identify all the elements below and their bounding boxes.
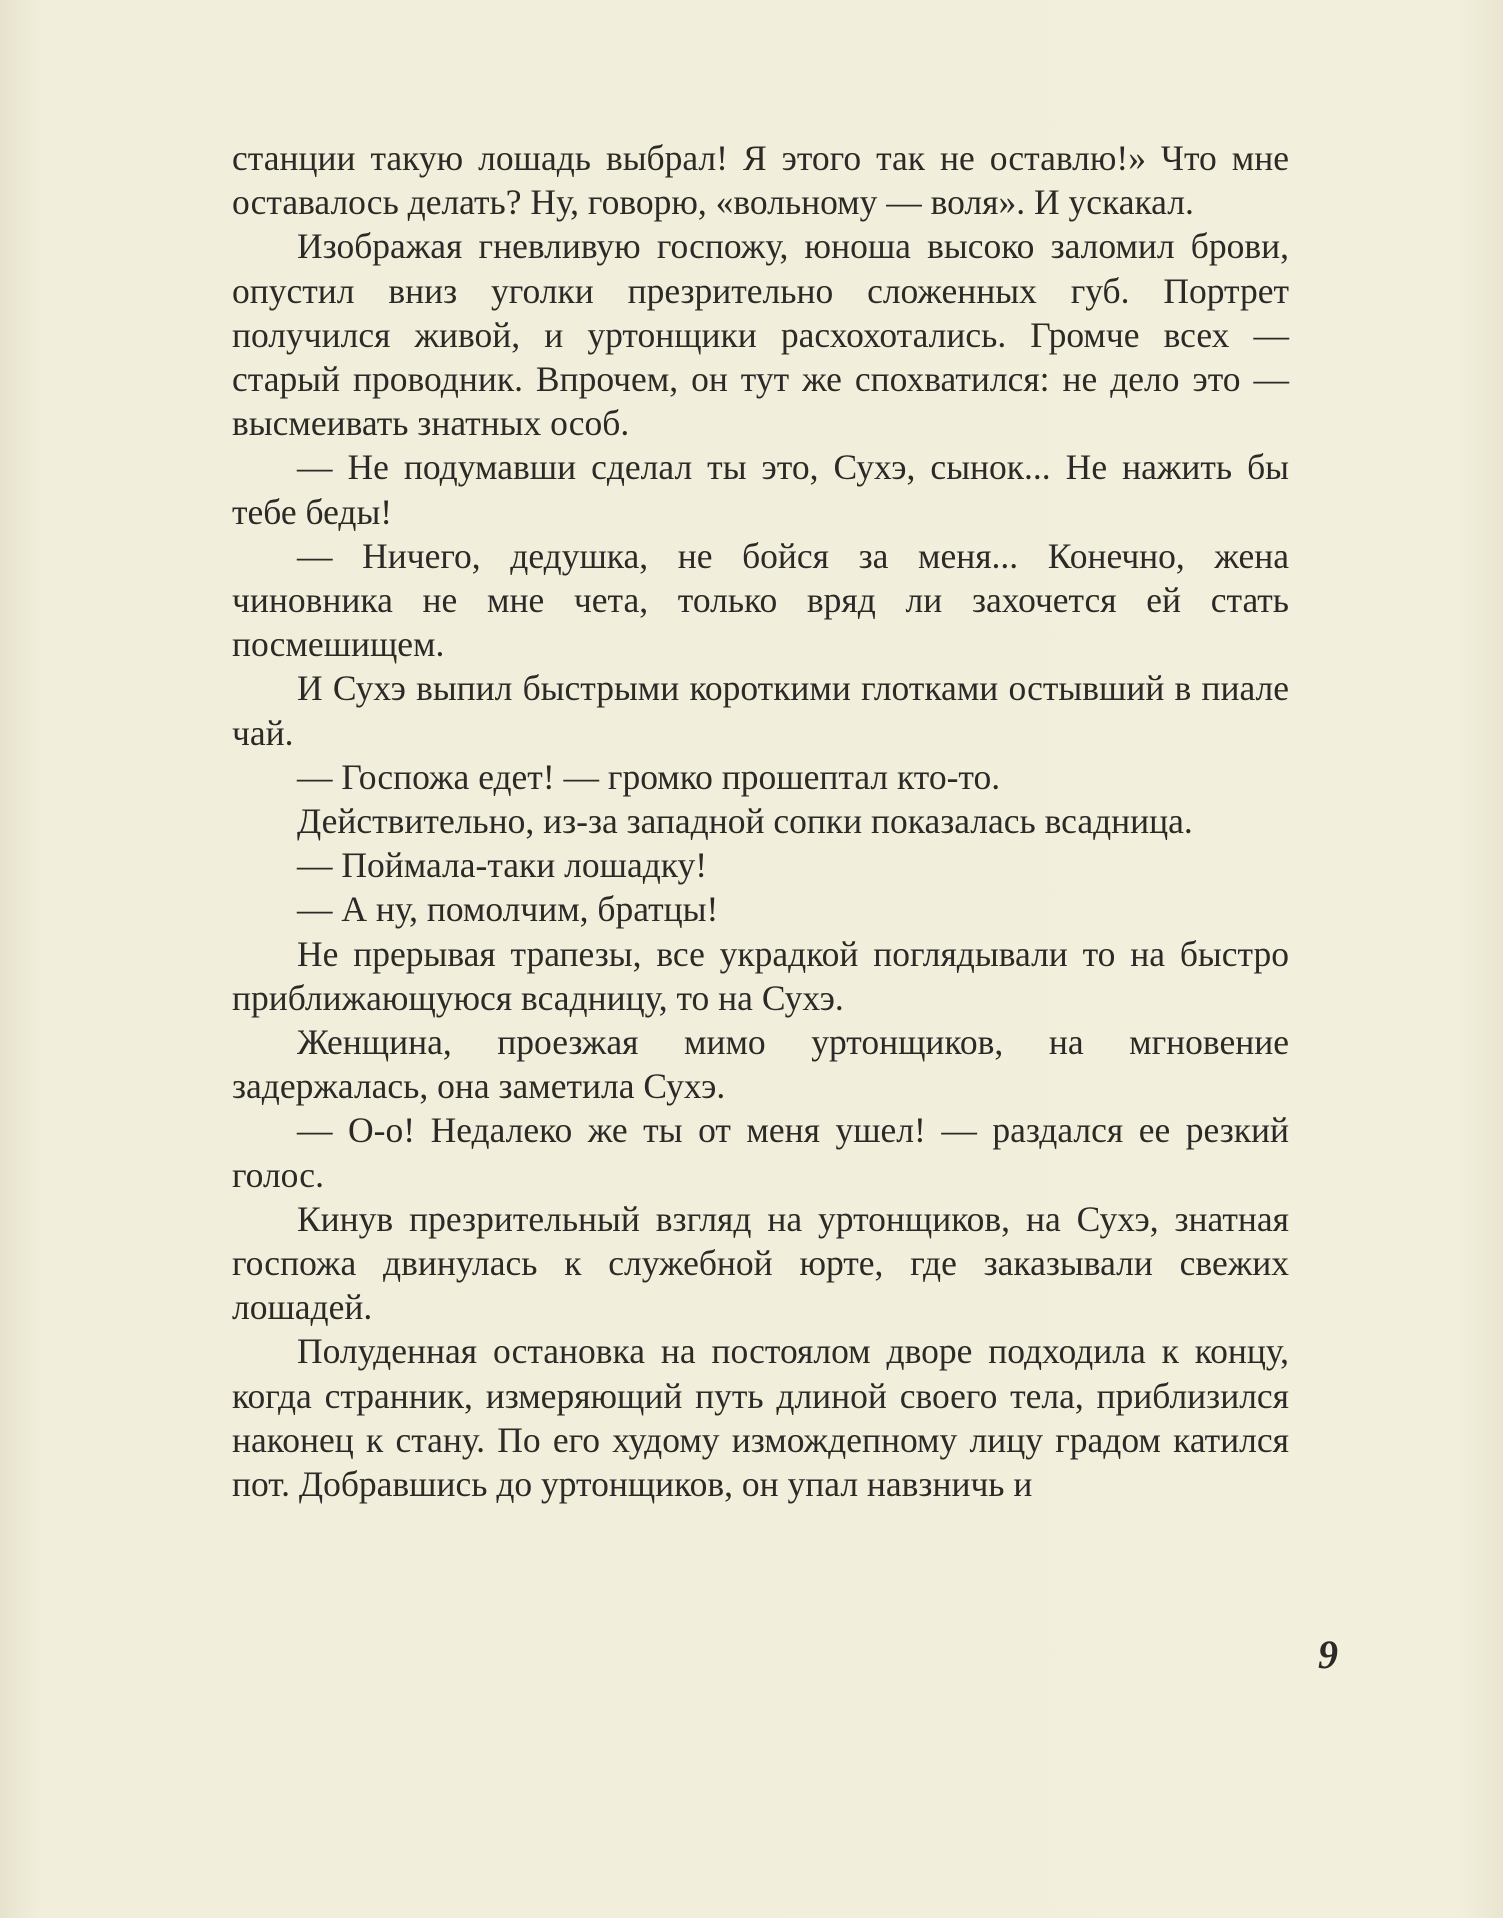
paragraph: Полуденная остановка на постоялом дворе подходила к концу, когда странник, измеряющий путь длиной своего тела, приблизился наконец к стану. По его худому измождепному лицу градом катился пот. Добравшись до уртонщиков, он упал навзничь и — [232, 1331, 1289, 1505]
paragraph: — Не подумавши сделал ты это, Сухэ, сынок... Не нажить бы тебе беды! — [232, 447, 1289, 532]
paragraph: Действительно, из-за западной сопки показалась всадница. — [297, 801, 1193, 842]
paragraph: — Госпожа едет! — громко прошептал кто-то. — [297, 756, 1001, 797]
paragraph: Изображая гневливую госпожу, юноша высоко заломил брови, опустил вниз уголки презрительно сложенных губ. Портрет получился живой, и уртонщики расхохотались. Громче всех — старый проводник. Впрочем, он тут же спохватился: не дело это — высмеивать знатных особ. — [232, 226, 1289, 444]
paragraph: — О-о! Недалеко же ты от меня ушел! — раздался ее резкий голос. — [232, 1110, 1289, 1195]
paragraph: Кинув презрительный взгляд на уртонщиков, на Сухэ, знатная госпожа двинулась к служебной юрте, где заказывали свежих лошадей. — [232, 1198, 1289, 1328]
page-number: 9 — [1318, 1632, 1338, 1677]
paragraph: Не прерывая трапезы, все украдкой поглядывали то на быстро приближающуюся всадницу, то на Сухэ. — [232, 933, 1289, 1018]
paragraph: Женщина, проезжая мимо уртонщиков, на мгновение задержалась, она заметила Сухэ. — [232, 1022, 1289, 1107]
paragraph: И Сухэ выпил быстрыми короткими глотками остывший в пиале чай. — [232, 668, 1289, 753]
paragraph: станции такую лошадь выбрал! Я этого так не оставлю!» Что мне оставалось делать? Ну, говорю, «вольному — воля». И ускакал. — [232, 138, 1289, 223]
paragraph: — Поймала-таки лошадку! — [297, 845, 708, 886]
paragraph: — А ну, помолчим, братцы! — [297, 889, 719, 930]
body-text — [232, 136, 1289, 1506]
paragraph: — Ничего, дедушка, не бойся за меня... Конечно, жена чиновника не мне чета, только вряд ли захочется ей стать посмешищем. — [232, 535, 1289, 665]
